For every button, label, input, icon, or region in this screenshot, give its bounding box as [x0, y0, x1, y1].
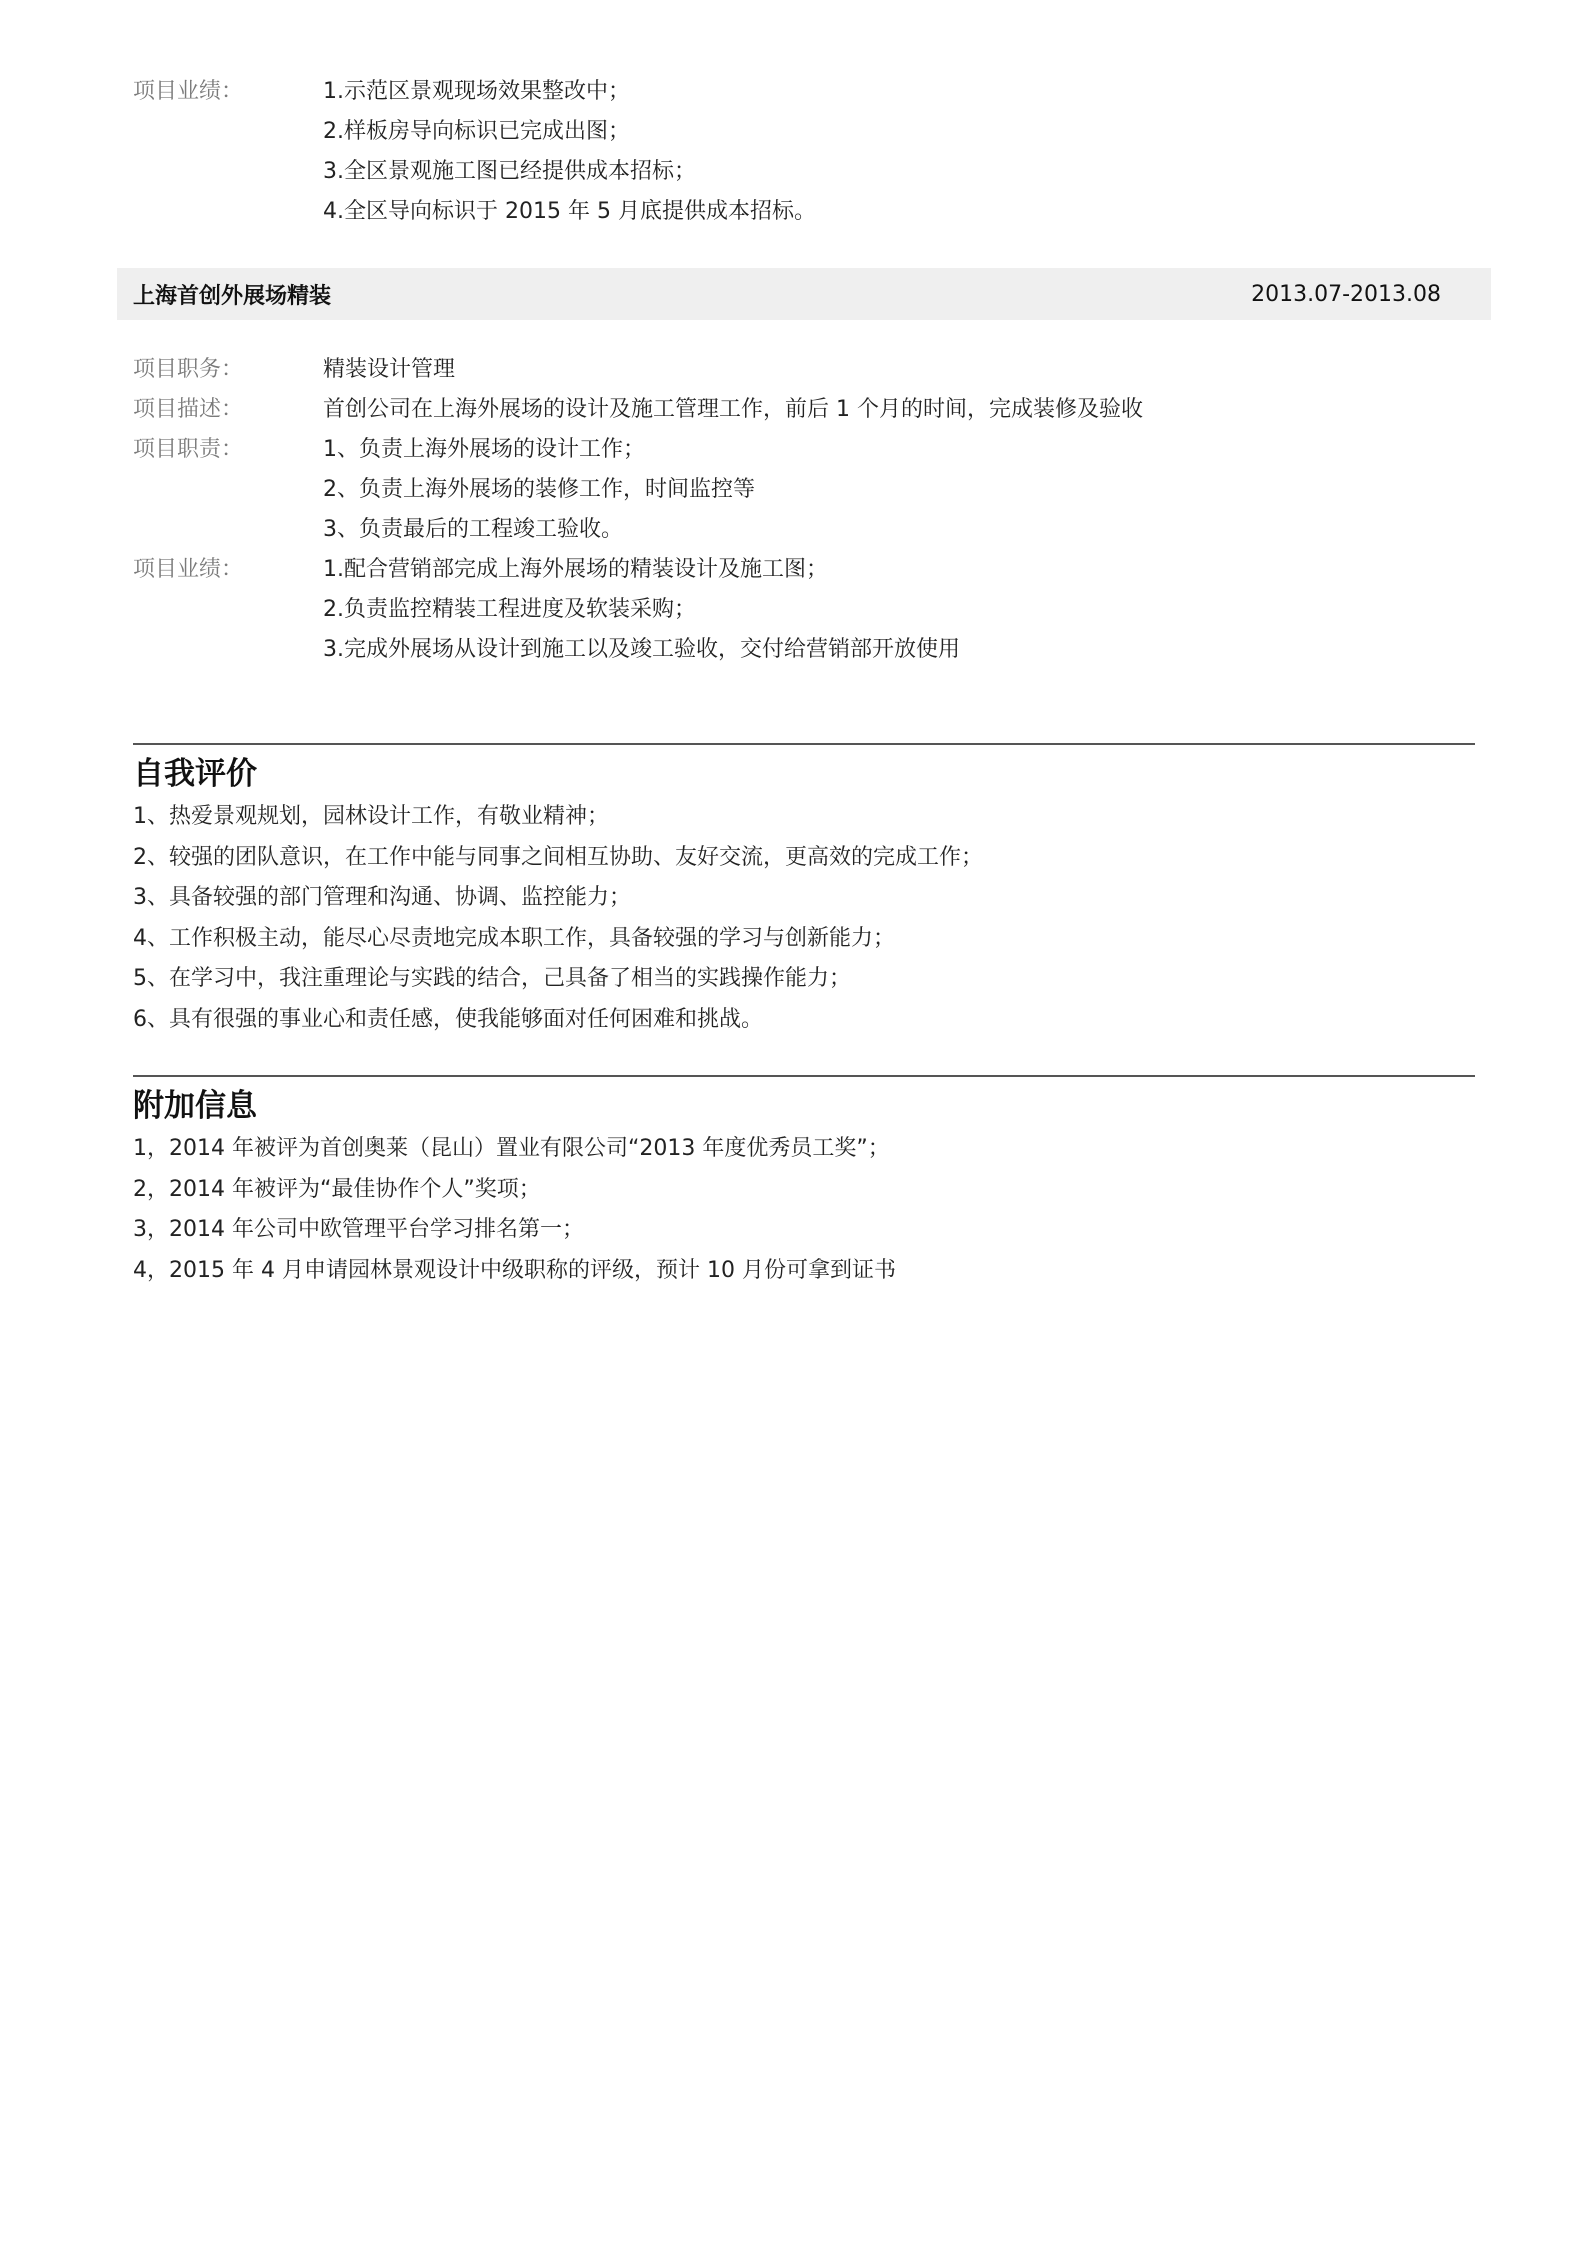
prev-performance-line: 1.示范区景观现场效果整改中； — [323, 79, 630, 104]
prev-project-fields — [133, 72, 1473, 232]
project-name: 上海首创外展场精装 — [133, 283, 332, 309]
prev-performance-line: 3.全区景观施工图已经提供成本招标； — [323, 159, 696, 184]
role-row — [133, 350, 1473, 390]
project-fields — [133, 350, 1473, 670]
prev-performance-row — [133, 72, 1473, 232]
performance-label: 项目业绩： — [133, 557, 244, 582]
role-lines — [323, 350, 1473, 390]
project-header-bar — [117, 268, 1491, 320]
self-evaluation-line: 2、较强的团队意识，在工作中能与同事之间相互协助、友好交流，更高效的完成工作； — [133, 844, 983, 870]
performance-row — [133, 550, 1473, 670]
performance-line: 3.完成外展场从设计到施工以及竣工验收，交付给营销部开放使用 — [323, 637, 960, 662]
performance-lines — [323, 550, 1473, 670]
additional-info-line: 1，2014 年被评为首创奥莱（昆山）置业有限公司“2013 年度优秀员工奖”； — [133, 1136, 890, 1161]
self-evaluation-line: 5、在学习中，我注重理论与实践的结合，己具备了相当的实践操作能力； — [133, 966, 851, 991]
additional-info-section — [133, 1075, 1475, 1291]
description-lines — [323, 390, 1473, 430]
prev-performance-label: 项目业绩： — [133, 79, 244, 104]
prev-performance-line: 2.样板房导向标识已完成出图； — [323, 119, 630, 144]
duties-label: 项目职责： — [133, 437, 244, 462]
additional-info-title: 附加信息 — [133, 1088, 257, 1124]
performance-line: 1.配合营销部完成上海外展场的精装设计及施工图； — [323, 557, 828, 582]
additional-info-line: 2，2014 年被评为“最佳协作个人”奖项； — [133, 1176, 541, 1202]
prev-performance-lines — [323, 72, 1473, 232]
additional-info-line: 3，2014 年公司中欧管理平台学习排名第一； — [133, 1217, 584, 1242]
self-evaluation-title: 自我评价 — [133, 756, 257, 792]
self-evaluation-line: 6、具有很强的事业心和责任感，使我能够面对任何困难和挑战。 — [133, 1006, 763, 1032]
role-label: 项目职务： — [133, 357, 244, 382]
self-evaluation-line: 1、热爱景观规划，园林设计工作，有敬业精神； — [133, 804, 609, 829]
duties-lines — [323, 430, 1473, 550]
description-label: 项目描述： — [133, 397, 244, 422]
duty-line: 3、负责最后的工程竣工验收。 — [323, 517, 623, 542]
duties-row — [133, 430, 1473, 550]
section-divider — [133, 743, 1475, 745]
description-value: 首创公司在上海外展场的设计及施工管理工作，前后 1 个月的时间，完成装修及验收 — [323, 397, 1143, 422]
self-evaluation-line: 4、工作积极主动，能尽心尽责地完成本职工作，具备较强的学习与创新能力； — [133, 925, 895, 951]
duty-line: 1、负责上海外展场的设计工作； — [323, 437, 645, 462]
performance-line: 2.负责监控精装工程进度及软装采购； — [323, 597, 696, 622]
self-evaluation-section — [133, 743, 1475, 1040]
role-value: 精装设计管理 — [323, 357, 456, 382]
section-divider — [133, 1075, 1475, 1077]
project-period: 2013.07-2013.08 — [1251, 281, 1441, 307]
self-evaluation-line: 3、具备较强的部门管理和沟通、协调、监控能力； — [133, 885, 631, 910]
prev-performance-line: 4.全区导向标识于 2015 年 5 月底提供成本招标。 — [323, 199, 816, 224]
duty-line: 2、负责上海外展场的装修工作，时间监控等 — [323, 477, 755, 502]
description-row — [133, 390, 1473, 430]
additional-info-line: 4，2015 年 4 月申请园林景观设计中级职称的评级，预计 10 月份可拿到证书 — [133, 1257, 896, 1283]
